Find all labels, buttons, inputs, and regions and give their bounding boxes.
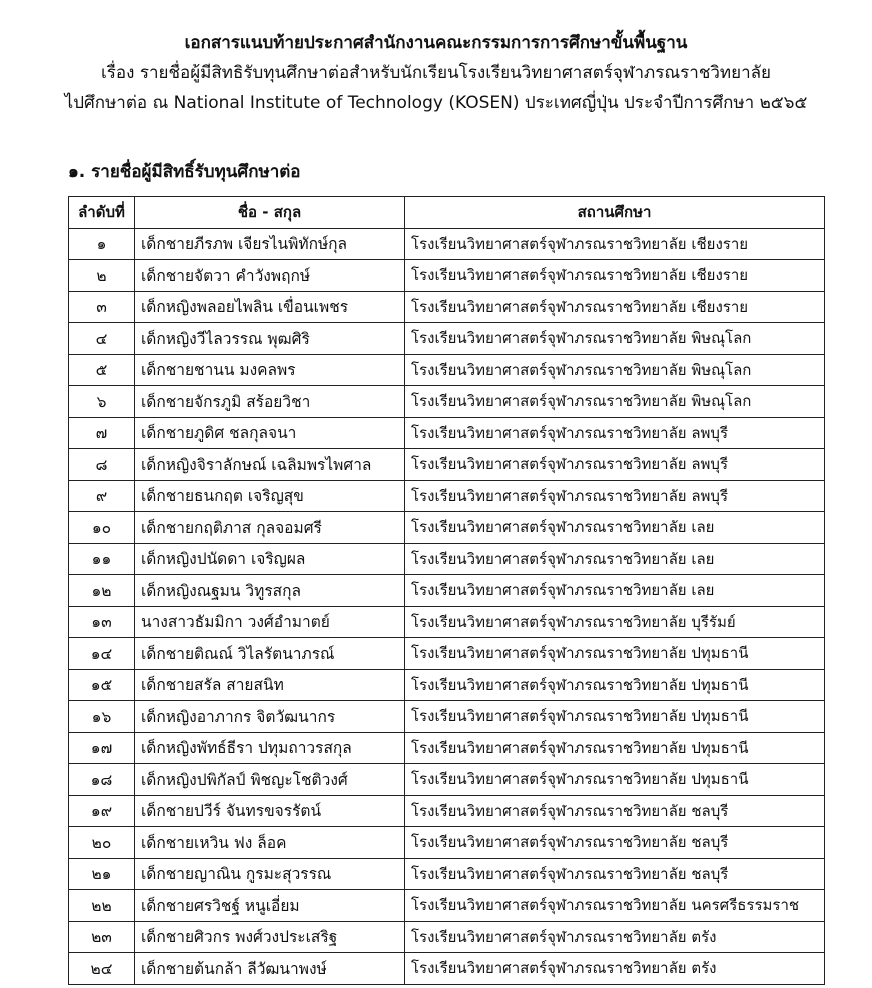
row-number: ๕	[69, 354, 135, 386]
table-row	[69, 417, 825, 449]
school-name: โรงเรียนวิทยาศาสตร์จุฬาภรณราชวิทยาลัย ตรัง	[405, 921, 825, 953]
table-row	[69, 890, 825, 922]
student-name: เด็กชายจักรภูมิ สร้อยวิชา	[135, 386, 405, 418]
row-number: ๗	[69, 417, 135, 449]
school-name: โรงเรียนวิทยาศาสตร์จุฬาภรณราชวิทยาลัย ปทุมธานี	[405, 764, 825, 796]
student-name: เด็กชายสรัล สายสนิท	[135, 669, 405, 701]
student-name: เด็กชายปวีร์ จันทรขจรรัตน์	[135, 795, 405, 827]
table-row	[69, 764, 825, 796]
table-row	[69, 323, 825, 355]
school-name: โรงเรียนวิทยาศาสตร์จุฬาภรณราชวิทยาลัย เลย	[405, 543, 825, 575]
student-name: เด็กหญิงอาภากร จิตวัฒนากร	[135, 701, 405, 733]
school-name: โรงเรียนวิทยาศาสตร์จุฬาภรณราชวิทยาลัย ปทุมธานี	[405, 638, 825, 670]
table-row	[69, 606, 825, 638]
row-number: ๑๒	[69, 575, 135, 607]
table-row	[69, 543, 825, 575]
row-number: ๒	[69, 260, 135, 292]
scholarship-table	[68, 196, 825, 985]
table-row	[69, 575, 825, 607]
table-row	[69, 386, 825, 418]
student-name: เด็กชายศิวกร พงศ์วงประเสริฐ	[135, 921, 405, 953]
row-number: ๑๙	[69, 795, 135, 827]
table-row	[69, 701, 825, 733]
student-name: เด็กหญิงปนัดดา เจริญผล	[135, 543, 405, 575]
school-name: โรงเรียนวิทยาศาสตร์จุฬาภรณราชวิทยาลัย นครศรีธรรมราช	[405, 890, 825, 922]
school-name: โรงเรียนวิทยาศาสตร์จุฬาภรณราชวิทยาลัย ปทุมธานี	[405, 732, 825, 764]
table-row	[69, 858, 825, 890]
row-number: ๖	[69, 386, 135, 418]
student-name: เด็กชายจัตวา คำวังพฤกษ์	[135, 260, 405, 292]
table-row	[69, 827, 825, 859]
school-name: โรงเรียนวิทยาศาสตร์จุฬาภรณราชวิทยาลัย พิษณุโลก	[405, 354, 825, 386]
row-number: ๒๑	[69, 858, 135, 890]
school-name: โรงเรียนวิทยาศาสตร์จุฬาภรณราชวิทยาลัย ลพบุรี	[405, 417, 825, 449]
row-number: ๔	[69, 323, 135, 355]
table-row	[69, 638, 825, 670]
student-name: เด็กชายต้นกล้า ลีวัฒนาพงษ์	[135, 953, 405, 985]
student-name: เด็กหญิงวีไลวรรณ พุฒศิริ	[135, 323, 405, 355]
row-number: ๙	[69, 480, 135, 512]
row-number: ๘	[69, 449, 135, 481]
table-row	[69, 480, 825, 512]
row-number: ๒๐	[69, 827, 135, 859]
student-name: นางสาวธัมมิกา วงศ์อำมาตย์	[135, 606, 405, 638]
table-body	[69, 228, 825, 984]
row-number: ๒๓	[69, 921, 135, 953]
header-line-3: ไปศึกษาต่อ ณ National Institute of Technology (KOSEN) ประเทศญี่ปุ่น ประจำปีการศึกษา ๒๕๖๕	[64, 93, 808, 113]
table-row	[69, 921, 825, 953]
student-name: เด็กหญิงพลอยไพลิน เขื่อนเพชร	[135, 291, 405, 323]
student-name: เด็กชายภีรภพ เจียรไนพิทักษ์กุล	[135, 228, 405, 260]
section-title: ๑. รายชื่อผู้มีสิทธิ์รับทุนศึกษาต่อ	[68, 162, 301, 182]
student-name: เด็กชายญาณิน กูรมะสุวรรณ	[135, 858, 405, 890]
school-name: โรงเรียนวิทยาศาสตร์จุฬาภรณราชวิทยาลัย เชียงราย	[405, 291, 825, 323]
column-header-number: ลำดับที่	[69, 197, 135, 229]
table-row	[69, 228, 825, 260]
student-name: เด็กชายศรวิชฐ์ หนูเอี่ยม	[135, 890, 405, 922]
student-name: เด็กชายชานน มงคลพร	[135, 354, 405, 386]
table-row	[69, 795, 825, 827]
row-number: ๑	[69, 228, 135, 260]
school-name: โรงเรียนวิทยาศาสตร์จุฬาภรณราชวิทยาลัย เลย	[405, 512, 825, 544]
table-row	[69, 291, 825, 323]
document-header	[0, 28, 872, 118]
student-name: เด็กชายติณณ์ วิไลรัตนาภรณ์	[135, 638, 405, 670]
row-number: ๓	[69, 291, 135, 323]
school-name: โรงเรียนวิทยาศาสตร์จุฬาภรณราชวิทยาลัย เชียงราย	[405, 260, 825, 292]
school-name: โรงเรียนวิทยาศาสตร์จุฬาภรณราชวิทยาลัย ปทุมธานี	[405, 669, 825, 701]
row-number: ๑๑	[69, 543, 135, 575]
row-number: ๑๖	[69, 701, 135, 733]
school-name: โรงเรียนวิทยาศาสตร์จุฬาภรณราชวิทยาลัย พิษณุโลก	[405, 386, 825, 418]
school-name: โรงเรียนวิทยาศาสตร์จุฬาภรณราชวิทยาลัย เชียงราย	[405, 228, 825, 260]
row-number: ๒๒	[69, 890, 135, 922]
school-name: โรงเรียนวิทยาศาสตร์จุฬาภรณราชวิทยาลัย ลพบุรี	[405, 480, 825, 512]
row-number: ๑๘	[69, 764, 135, 796]
student-name: เด็กชายเหวิน ฟง ล็อค	[135, 827, 405, 859]
school-name: โรงเรียนวิทยาศาสตร์จุฬาภรณราชวิทยาลัย ชลบุรี	[405, 858, 825, 890]
table-header-row	[69, 197, 825, 229]
row-number: ๑๓	[69, 606, 135, 638]
student-name: เด็กหญิงจิราลักษณ์ เฉลิมพรไพศาล	[135, 449, 405, 481]
table-row	[69, 449, 825, 481]
school-name: โรงเรียนวิทยาศาสตร์จุฬาภรณราชวิทยาลัย ตรัง	[405, 953, 825, 985]
table-row	[69, 512, 825, 544]
table-row	[69, 669, 825, 701]
school-name: โรงเรียนวิทยาศาสตร์จุฬาภรณราชวิทยาลัย ชลบุรี	[405, 795, 825, 827]
school-name: โรงเรียนวิทยาศาสตร์จุฬาภรณราชวิทยาลัย ชลบุรี	[405, 827, 825, 859]
student-name: เด็กหญิงณฐมน วิทูรสกุล	[135, 575, 405, 607]
row-number: ๑๗	[69, 732, 135, 764]
student-name: เด็กชายกฤติภาส กุลจอมศรี	[135, 512, 405, 544]
student-name: เด็กหญิงพัทธ์ธีรา ปทุมถาวรสกุล	[135, 732, 405, 764]
student-name: เด็กชายธนกฤต เจริญสุข	[135, 480, 405, 512]
row-number: ๑๕	[69, 669, 135, 701]
row-number: ๑๐	[69, 512, 135, 544]
row-number: ๑๔	[69, 638, 135, 670]
column-header-name: ชื่อ - สกุล	[135, 197, 405, 229]
header-line-1: เอกสารแนบท้ายประกาศสำนักงานคณะกรรมการการศึกษาขั้นพื้นฐาน	[184, 33, 688, 53]
student-name: เด็กหญิงปพิกัลป์ พิชญะโชติวงศ์	[135, 764, 405, 796]
row-number: ๒๔	[69, 953, 135, 985]
student-name: เด็กชายภูดิศ ชลกุลจนา	[135, 417, 405, 449]
header-line-2: เรื่อง รายชื่อผู้มีสิทธิรับทุนศึกษาต่อสำหรับนักเรียนโรงเรียนวิทยาศาสตร์จุฬาภรณราชวิทยาลัย	[100, 63, 771, 83]
table-row	[69, 732, 825, 764]
table-row	[69, 953, 825, 985]
school-name: โรงเรียนวิทยาศาสตร์จุฬาภรณราชวิทยาลัย ปทุมธานี	[405, 701, 825, 733]
document-page	[0, 28, 872, 988]
school-name: โรงเรียนวิทยาศาสตร์จุฬาภรณราชวิทยาลัย บุรีรัมย์	[405, 606, 825, 638]
table-row	[69, 260, 825, 292]
column-header-school: สถานศึกษา	[405, 197, 825, 229]
table-row	[69, 354, 825, 386]
school-name: โรงเรียนวิทยาศาสตร์จุฬาภรณราชวิทยาลัย เลย	[405, 575, 825, 607]
school-name: โรงเรียนวิทยาศาสตร์จุฬาภรณราชวิทยาลัย พิษณุโลก	[405, 323, 825, 355]
school-name: โรงเรียนวิทยาศาสตร์จุฬาภรณราชวิทยาลัย ลพบุรี	[405, 449, 825, 481]
